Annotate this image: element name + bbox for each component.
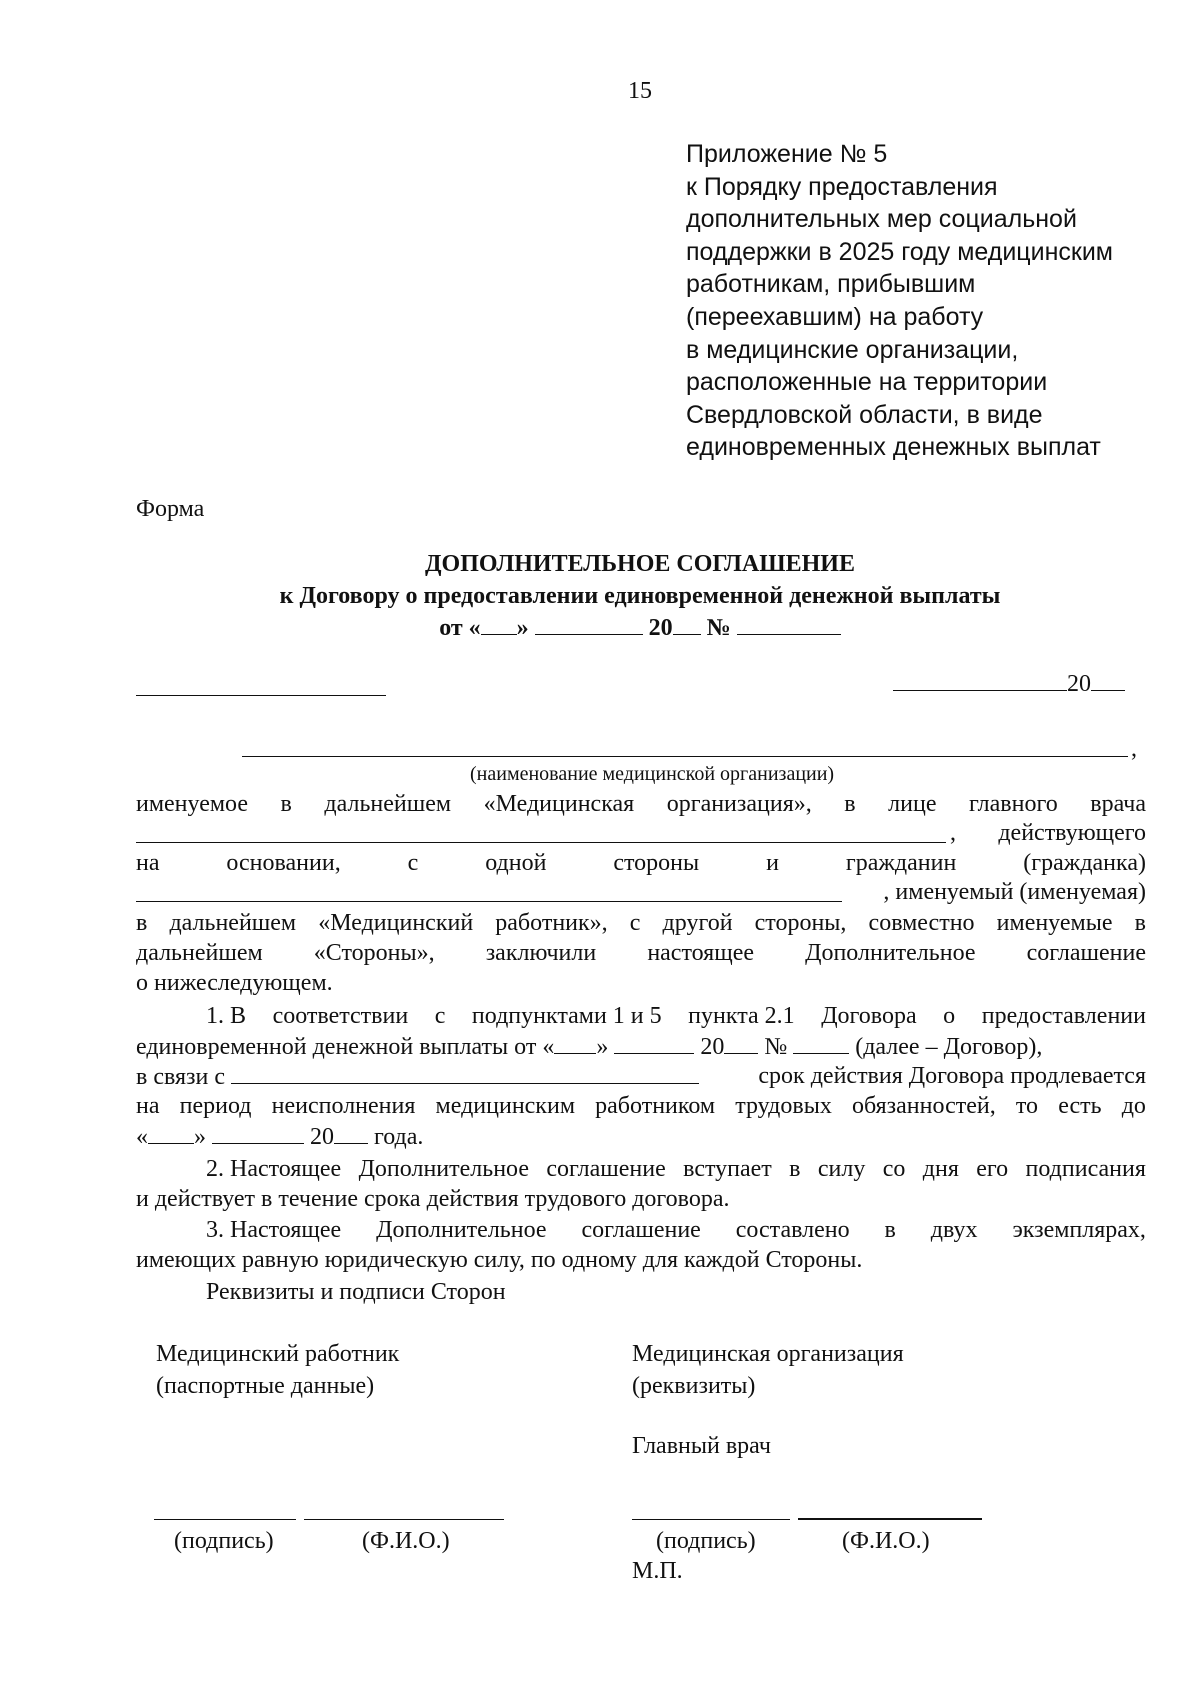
from-label: от «: [439, 615, 481, 641]
word: подпунктами 1 и 5: [471, 1003, 662, 1029]
word: в: [844, 791, 856, 817]
text: №: [764, 1034, 788, 1060]
body-line-6: [136, 940, 1146, 967]
word: соглашение: [546, 1156, 666, 1182]
appendix-line: Приложение № 5: [686, 140, 888, 168]
word: Дополнительное: [376, 1217, 547, 1243]
comma: ,: [950, 820, 956, 846]
appendix-line: Свердловской области, в виде: [686, 400, 1043, 429]
paragraph-1-line-1: [206, 1003, 1146, 1030]
word: «Медицинская: [483, 791, 635, 817]
party-organization-sub: (реквизиты): [632, 1373, 756, 1399]
word: 3. Настоящее: [206, 1217, 342, 1243]
word: Договора: [821, 1003, 917, 1029]
word: экземплярах,: [1012, 1217, 1146, 1243]
word: работник»,: [495, 910, 608, 936]
appendix-note: [686, 138, 1113, 464]
word: с: [434, 1003, 446, 1029]
word: «Медицинский: [318, 910, 474, 936]
employee-signature-line: [154, 1519, 296, 1520]
year-label: 20: [648, 615, 673, 641]
chief-doctor-blank: [136, 842, 946, 843]
document-title: ДОПОЛНИТЕЛЬНОЕ СОГЛАШЕНИЕ: [425, 551, 855, 577]
text: 20: [310, 1124, 334, 1150]
paragraph-1-line-2: [136, 1033, 1146, 1061]
word: со: [882, 1156, 906, 1182]
quote-close: »: [516, 615, 529, 641]
word: врача: [1090, 791, 1146, 817]
organization-name-blank: [242, 756, 1128, 757]
word: в: [280, 791, 292, 817]
employee-name-caption: (Ф.И.О.): [362, 1528, 450, 1554]
word: лице: [888, 791, 937, 817]
word: в: [884, 1217, 896, 1243]
text: в связи с: [136, 1064, 226, 1090]
party-organization-title: Медицинская организация: [632, 1341, 904, 1367]
word: пункта 2.1: [688, 1003, 795, 1029]
word: период: [179, 1093, 252, 1119]
word: «Стороны»,: [313, 940, 435, 966]
org-signature-caption: (подпись): [656, 1528, 756, 1554]
word: трудовых: [735, 1093, 832, 1119]
body-line-7: о нижеследующем.: [136, 970, 333, 996]
day-blank: [148, 1123, 194, 1144]
word: в: [1134, 910, 1146, 936]
acting-label: действующего: [998, 820, 1146, 846]
appendix-line: единовременных денежных выплат: [686, 433, 1101, 462]
body-line-3: [136, 850, 1146, 877]
month-blank: [535, 614, 643, 635]
paragraph-3-line-1: [206, 1217, 1146, 1244]
org-name-caption: (Ф.И.О.): [842, 1528, 930, 1554]
word: организация»,: [666, 791, 812, 817]
word: совместно: [868, 910, 975, 936]
number-blank: [737, 614, 841, 635]
word: на: [136, 850, 160, 876]
word: и: [766, 850, 779, 876]
word: соответствии: [272, 1003, 409, 1029]
word: составлено: [735, 1217, 850, 1243]
appendix-line: в медицинские организации,: [686, 335, 1019, 364]
org-name-line: [798, 1518, 982, 1520]
word: неисполнения: [271, 1093, 416, 1119]
word: с: [407, 850, 419, 876]
word: на: [136, 1093, 160, 1119]
paragraph-1-line-3: [136, 1063, 1146, 1091]
appendix-line: работникам, прибывшим: [686, 270, 976, 299]
stamp-place: М.П.: [632, 1558, 683, 1584]
word: работником: [595, 1093, 716, 1119]
paragraph-2-line-2: и действует в течение срока действия трудового договора.: [136, 1186, 730, 1212]
text: единовременной денежной выплаты от «: [136, 1034, 555, 1060]
word: медицинским: [435, 1093, 575, 1119]
word: настоящее: [647, 940, 754, 966]
word: подписания: [1025, 1156, 1146, 1182]
word: стороны: [613, 850, 700, 876]
word: в: [789, 1156, 801, 1182]
word: дальнейшем: [324, 791, 452, 817]
word: гражданин: [845, 850, 957, 876]
citizen-name-blank: [136, 901, 842, 902]
requisites-heading: Реквизиты и подписи Сторон: [206, 1279, 506, 1305]
day-blank: [481, 614, 517, 635]
appendix-line: дополнительных мер социальной: [686, 205, 1077, 234]
word: главного: [969, 791, 1058, 817]
date-blank: [893, 670, 1067, 691]
word: 2. Настоящее: [206, 1156, 342, 1182]
word: то: [1015, 1093, 1039, 1119]
word: 1. В: [206, 1003, 247, 1029]
word: предоставлении: [981, 1003, 1146, 1029]
word: силу: [817, 1156, 866, 1182]
day-blank: [554, 1033, 596, 1054]
word: одной: [485, 850, 547, 876]
paragraph-1-line-4: [136, 1093, 1146, 1120]
employee-name-line: [304, 1519, 504, 1520]
word: в: [136, 910, 148, 936]
contract-reference: [0, 614, 1200, 642]
month-blank: [212, 1123, 304, 1144]
document-subtitle: к Договору о предоставлении единовременной денежной выплаты: [279, 583, 1001, 609]
paragraph-2-line-1: [206, 1156, 1146, 1183]
organization-caption: (наименование медицинской организации): [470, 763, 835, 785]
word: дня: [922, 1156, 959, 1182]
employee-signature-caption: (подпись): [174, 1528, 274, 1554]
word: соглашение: [1026, 940, 1146, 966]
word: заключили: [485, 940, 597, 966]
word: другой: [662, 910, 733, 936]
word: вступает: [683, 1156, 772, 1182]
word: соглашение: [581, 1217, 701, 1243]
text: »: [194, 1124, 206, 1150]
text: «: [136, 1124, 148, 1150]
appendix-line: расположенные на территории: [686, 368, 1048, 397]
text: года.: [374, 1124, 424, 1150]
party-employee-title: Медицинский работник: [156, 1341, 400, 1367]
body-line-5: [136, 910, 1146, 937]
party-employee-sub: (паспортные данные): [156, 1373, 375, 1399]
text: »: [596, 1034, 609, 1060]
word: его: [976, 1156, 1009, 1182]
named-label: , именуемый (именуемая): [883, 879, 1146, 905]
text: срок действия Договора продлевается: [758, 1063, 1146, 1089]
body-line-1: [136, 791, 1146, 818]
word: (гражданка): [1023, 850, 1146, 876]
word: именуемое: [136, 791, 248, 817]
word: дальнейшем: [136, 940, 263, 966]
word: двух: [930, 1217, 978, 1243]
text: 20: [700, 1034, 725, 1060]
comma: ,: [1131, 736, 1137, 762]
text: (далее – Договор),: [855, 1034, 1043, 1060]
date-year: 20: [1067, 671, 1091, 697]
number-sign: №: [706, 615, 731, 641]
word: с: [629, 910, 641, 936]
word: именуемые: [996, 910, 1113, 936]
paragraph-3-line-2: имеющих равную юридическую силу, по одному для каждой Стороны.: [136, 1247, 863, 1273]
word: до: [1121, 1093, 1146, 1119]
word: обязанностей,: [852, 1093, 996, 1119]
form-label: Форма: [136, 496, 205, 522]
page-number: 15: [628, 78, 652, 104]
date-year-blank: [1091, 670, 1125, 691]
word: Дополнительное: [358, 1156, 529, 1182]
year-blank: [724, 1033, 758, 1054]
date-field: [893, 670, 1125, 698]
word: дальнейшем: [169, 910, 297, 936]
paragraph-1-line-5: [136, 1123, 423, 1151]
month-blank: [614, 1033, 694, 1054]
number-blank: [793, 1033, 849, 1054]
org-signature-line: [632, 1519, 790, 1520]
place-blank: [136, 695, 386, 696]
appendix-line: (переехавшим) на работу: [686, 302, 984, 331]
appendix-line: к Порядку предоставления: [686, 172, 998, 201]
word: о: [943, 1003, 956, 1029]
chief-doctor-label: Главный врач: [632, 1433, 771, 1459]
word: есть: [1058, 1093, 1102, 1119]
reason-blank: [231, 1063, 699, 1084]
word: основании,: [226, 850, 341, 876]
word: Дополнительное: [805, 940, 976, 966]
appendix-line: поддержки в 2025 году медицинским: [686, 237, 1113, 266]
year-blank: [673, 614, 701, 635]
word: стороны,: [754, 910, 847, 936]
year-blank: [334, 1123, 368, 1144]
